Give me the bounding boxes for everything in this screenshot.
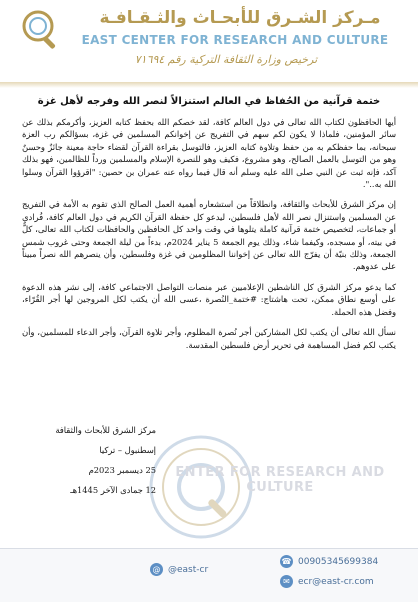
signature-block [16, 420, 156, 500]
phone-text: 00905345699384 [298, 556, 379, 567]
phone-icon: ☎ [281, 557, 292, 566]
letterhead [0, 0, 418, 88]
signature-date-gregorian: 25 ديسمبر 2023م [88, 465, 156, 475]
paragraph: أيها الحافظون لكتاب الله تعالى في دول العالم كافة، لقد خصكم الله بحفظ كتابه العزيز، وأكرمكم بذلك عن سائر المؤمنين، فلماذا لا يكون لكم سهم في التفريج عن إخوانكم المسلمين في غزة، بسؤالكم رب العزة سبحانه، بما حفظكم به من حفظ وتلاوة كتابه العزيز، فالتوسل بقراءة القرآن لقضاء حاجة معينة جائزٌ وحسنٌ وهو من التوسل بالعمل الصالح، وهو مشروع، فكيف وهو للنصرة الإسلام والمسلمين ورداً للظالمين، فهو بذلك آكد، فإنه ثبت عن النبي صلى الله عليه وسلم أنه قال فيما رواه عنه عمران بن حصين: "اقرؤوا القرآن وسلوا الله به..". [22, 117, 396, 190]
license-line: ترخيص وزارة الثقافة التركية رقم ٧١٦٩٤ [134, 53, 318, 66]
document-body [22, 116, 396, 359]
paragraph: كما يدعو مركز الشرق كل الناشطين الإعلاميين عبر منصات التواصل الاجتماعي كافة، إلى نشر هذه الدعوة على أوسع نطاق ممكن، تحت هاشتاج: #ختمة_النُصرة ،عسى الله أن يكتب لكل المروجين لها أجر القُرّاء، وفضل هذه الحملة. [22, 281, 396, 317]
header-divider [0, 82, 418, 88]
paragraph: نسأل الله تعالى أن يكتب لكل المشاركين أجر نُصرة المظلوم، وأجر تلاوة القرآن، وأجر الدعاء للمسلمين، وأن يكتب لكم فضل المساهمة في تحرير أرض فلسطين المقدسة. [22, 327, 396, 350]
social-media-icon: @ [150, 563, 163, 576]
social-handle[interactable] [150, 563, 208, 576]
watermark-text: ENTER FOR RESEARCH AND CULTURE [175, 465, 385, 495]
email-contact[interactable] [280, 575, 374, 588]
footer [0, 548, 418, 602]
org-name-arabic: مـركز الشـرق للأبحـاث والثـقـافـة [99, 8, 381, 28]
center-logo-icon [16, 6, 66, 56]
org-name-english: EAST CENTER FOR RESEARCH AND CULTURE [81, 33, 389, 47]
document-title: ختمة قرآنية من الحُفاظ في العالم استنزالاً لنصر الله وفرجه لأهل غزة [37, 96, 381, 107]
signature-place: إسطنبول – تركيا [99, 445, 156, 455]
email-icon: ✉ [280, 575, 293, 588]
signature-org: مركز الشرق للأبحاث والثقافة [55, 425, 156, 435]
paragraph: إن مركز الشرق للأبحاث والثقافة، وانطلاقاً من استشعاره أهمية العمل الصالح الذي تقوم به الأمة في التفريج عن المسلمين واستنزال نصر الله لأهل فلسطين، ليدعو كل حفظة القرآن الكريم في دول العالم كافة، فُرادى أو جماعات، لتخصيص ختمة قرآنية كاملة يتلوها في وقت واحد كل الحافظين والحافظات لكتاب الله تعالى، كلٌّ في بيته، أو مسجده، وكيفما شاء، وذلك يوم الجمعة 5 يناير 2024م، بدءاً من ليلة الجمعة وحتى غروب شمس الجمعة، وذلك بنيّة أن يفرّج الله تعالى عن إخواننا المظلومين في غزة وفلسطين، وأن ينصرهم الله نصراً مبيناً على عدوهم. [22, 199, 396, 272]
email-text: ecr@east-cr.com [298, 576, 374, 587]
phone-contact[interactable] [280, 555, 378, 568]
signature-date-hijri: 12 جمادى الآخر 1445هـ [70, 485, 156, 495]
social-handle-text: @east-cr [168, 564, 209, 575]
